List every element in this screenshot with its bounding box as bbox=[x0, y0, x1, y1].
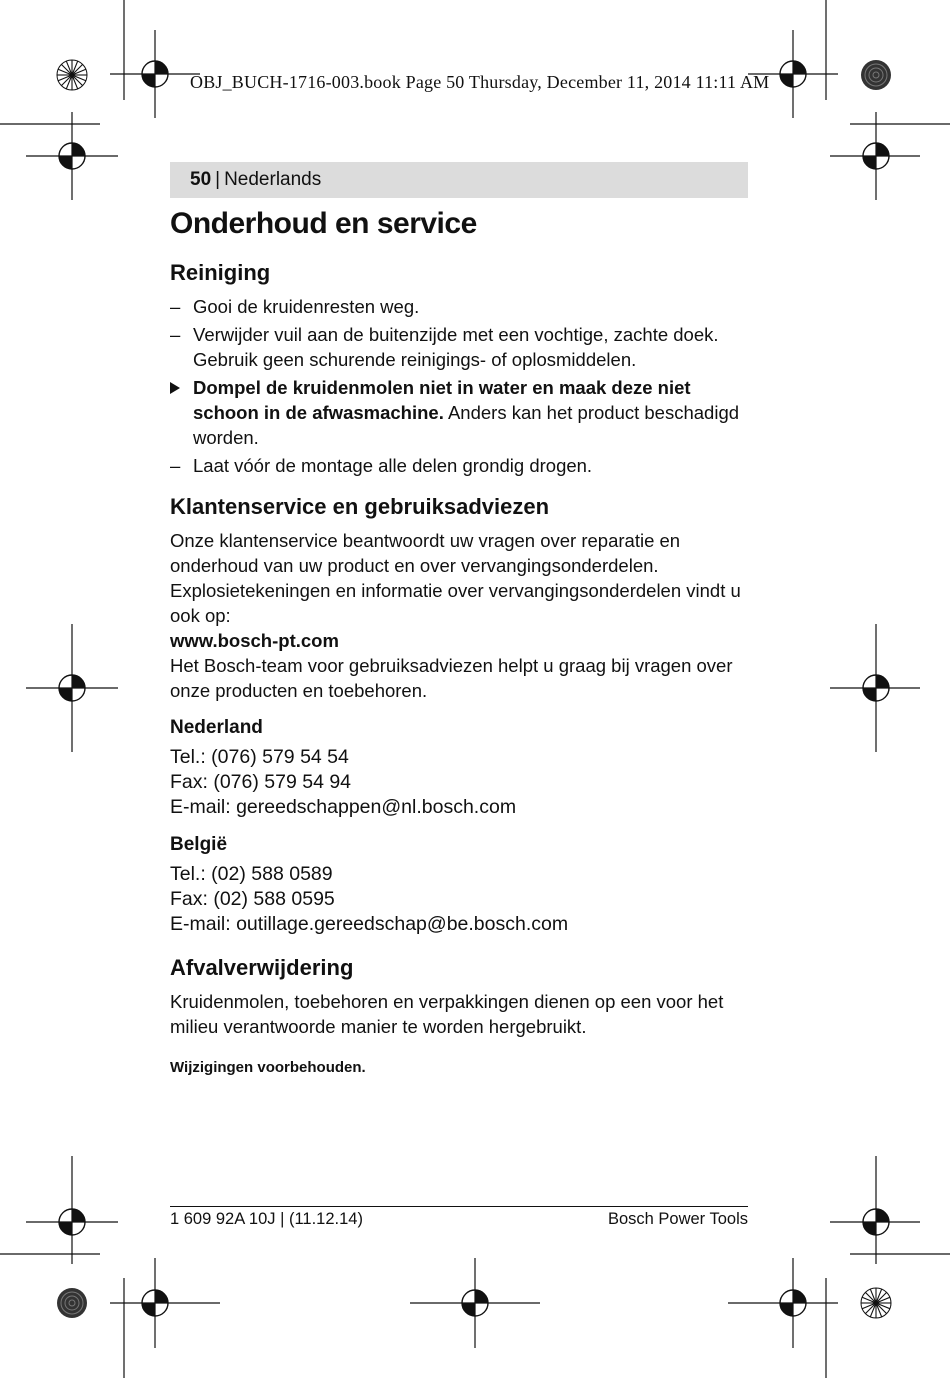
dash-marker: – bbox=[170, 455, 181, 476]
page-header-bar bbox=[170, 162, 748, 198]
contact-tel: Tel.: (02) 588 0589 bbox=[170, 863, 333, 885]
disposal-heading: Afvalverwijdering bbox=[170, 955, 354, 980]
change-notice: Wijzigingen voorbehouden. bbox=[170, 1059, 366, 1076]
contact-country-nl: Nederland bbox=[170, 717, 263, 738]
warning-list-item: Dompel de kruidenmolen niet in water en maak deze niet schoon in de afwasmachine. Anders kan het product beschadigd worden. bbox=[170, 375, 748, 450]
page-number: 50 bbox=[190, 169, 212, 190]
triangle-bullet-icon bbox=[170, 375, 180, 400]
list-item: – Verwijder vuil aan de buitenzijde met een vochtige, zachte doek. Gebruik geen schurende reinigings- of oplosmiddelen. bbox=[170, 324, 719, 370]
page-content bbox=[170, 204, 748, 1080]
page-footer bbox=[170, 1210, 748, 1229]
dash-marker: – bbox=[170, 324, 181, 345]
contact-email[interactable]: E-mail: outillage.gereedschap@be.bosch.com bbox=[170, 913, 569, 935]
contact-country-be: België bbox=[170, 834, 228, 855]
list-item: – Laat vóór de montage alle delen grondig drogen. bbox=[170, 455, 593, 476]
list-item: – Gooi de kruidenresten weg. bbox=[170, 296, 420, 317]
print-slug-line: OBJ_BUCH-1716-003.book Page 50 Thursday, December 11, 2014 11:11 AM bbox=[190, 72, 770, 92]
header-separator: | bbox=[215, 169, 221, 190]
dash-marker: – bbox=[170, 296, 181, 317]
footer-document-id: 1 609 92A 10J | (11.12.14) bbox=[170, 1210, 363, 1228]
contact-block-be bbox=[170, 862, 748, 937]
disposal-text: Kruidenmolen, toebehoren en verpakkingen dienen op een voor het milieu verantwoorde manier te worden hergebruikt. bbox=[170, 991, 724, 1037]
page-title: Onderhoud en service bbox=[170, 207, 477, 240]
service-heading: Klantenservice en gebruiksadviezen bbox=[170, 494, 550, 519]
contact-email[interactable]: E-mail: gereedschappen@nl.bosch.com bbox=[170, 796, 517, 818]
cleaning-heading: Reiniging bbox=[170, 260, 271, 285]
service-intro: Onze klantenservice beantwoordt uw vragen over reparatie en onderhoud van uw product en over vervangingsonderdelen. Explosietekeningen en informatie over vervangingsonderdelen vindt u ook op: bbox=[170, 530, 741, 626]
footer-brand: Bosch Power Tools bbox=[607, 1210, 748, 1228]
cleaning-list bbox=[170, 294, 748, 478]
contact-block-nl bbox=[170, 745, 748, 820]
service-website-link[interactable]: www.bosch-pt.com bbox=[170, 630, 339, 651]
header-language: Nederlands bbox=[224, 169, 322, 190]
footer-divider bbox=[170, 1206, 748, 1207]
contact-tel: Tel.: (076) 579 54 54 bbox=[170, 746, 349, 768]
service-outro: Het Bosch-team voor gebruiksadviezen helpt u graag bij vragen over onze producten en toebehoren. bbox=[170, 655, 733, 701]
contact-fax: Fax: (076) 579 54 94 bbox=[170, 771, 352, 793]
contact-fax: Fax: (02) 588 0595 bbox=[170, 888, 335, 910]
warning-text: Dompel de kruidenmolen niet in water en maak deze niet schoon in de afwasmachine. bbox=[193, 377, 691, 423]
